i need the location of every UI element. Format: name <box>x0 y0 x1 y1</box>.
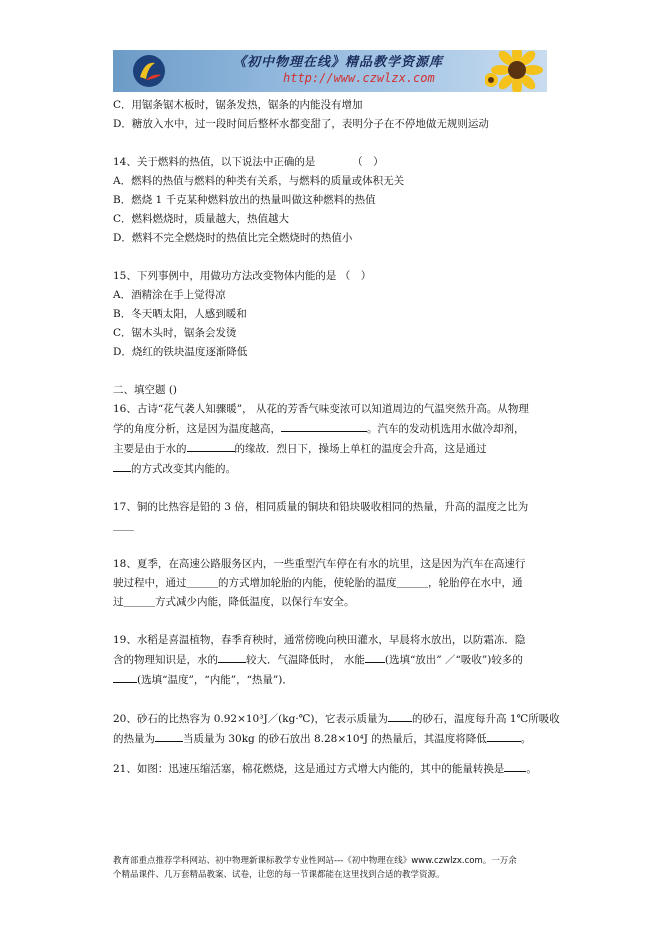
answer-blank <box>487 729 521 742</box>
answer-blank <box>113 670 137 683</box>
answer-blank <box>187 439 235 452</box>
page-footer <box>113 854 593 882</box>
document-body <box>113 96 583 779</box>
section-heading: 二、填空题 () <box>113 384 178 396</box>
banner-url: http://www.czwlzx.com <box>283 71 435 85</box>
q14-option-a: A．燃料的热值与燃料的种类有关系，与燃料的质量或体积无关 <box>113 175 405 187</box>
site-logo-icon <box>131 53 167 89</box>
q16-line-3: 主要是由于水的 的缘故．烈日下，操场上单杠的温度会升高，这是通过 <box>113 439 583 459</box>
q20-line-2: 的热量为 当质量为 30kg 的砂石放出 8.28×10⁴J 的热量后，其温度将降低 。 <box>113 729 583 749</box>
q16-line-2: 学的角度分析，这是因为温度越高， 。汽车的发动机选用水做冷却剂， <box>113 419 583 439</box>
q19-line-2: 含的物理知识是，水的 较大．气温降低时， 水能 (选填“放出” ／“吸收”)较多的 <box>113 650 583 670</box>
footer-line-2: 个精品课件、几万套精品教案、试卷，让您的每一节课都能在这里找到合适的教学资源。 <box>113 870 445 880</box>
sunflower-icon <box>485 50 545 92</box>
q14-option-c: C．燃料燃烧时，质量越大，热值越大 <box>113 213 290 225</box>
q18-line-2: 驶过程中，通过＿＿＿的方式增加轮胎的内能，使轮胎的温度＿＿＿，轮胎停在水中，通 <box>113 577 523 589</box>
answer-blank <box>365 650 385 663</box>
q15-option-d: D．烧红的铁块温度逐渐降低 <box>113 346 248 358</box>
q19-line-3: (选填“温度”，“内能”，“热量”)． <box>113 670 583 690</box>
q13-option-c: C．用锯条锯木板时，锯条发热，锯条的内能没有增加 <box>113 99 363 111</box>
answer-blank <box>281 419 367 432</box>
banner-title: 《初中物理在线》精品教学资源库 <box>233 55 444 70</box>
footer-line-1: 教育部重点推荐学科网站、初中物理新课标教学专业性网站---《初中物理在线》www.czwlzx.com。一万余 <box>113 856 517 866</box>
answer-blank <box>155 729 183 742</box>
answer-blank <box>504 759 526 772</box>
q17-line-2: ＿＿ <box>113 520 134 532</box>
q15-option-b: B．冬天晒太阳，人感到暖和 <box>113 308 247 320</box>
q16-line-1: 16、古诗“花气袭人知骤暖”， 从花的芳香气味变浓可以知道周边的气温突然升高。从物理 <box>113 403 529 415</box>
q21-line-1: 21、如图：迅速压缩活塞，棉花燃烧，这是通过方式增大内能的，其中的能量转换是 。 <box>113 759 583 779</box>
q17-line-1: 17、铜的比热容是铅的 3 倍，相同质量的铜块和铅块吸收相同的热量，升高的温度之比为 <box>113 501 529 513</box>
q18-line-3: 过＿＿＿方式减少内能，降低温度，以保行车安全。 <box>113 596 355 608</box>
q15-option-c: C．锯木头时，锯条会发烫 <box>113 327 237 339</box>
q19-line-1: 19、水稻是喜温植物，春季育秧时，通常傍晚向秧田灌水，早晨将水放出，以防霜冻．隐 <box>113 634 526 646</box>
q18-line-1: 18、夏季，在高速公路服务区内，一些重型汽车停在有水的坑里，这是因为汽车在高速行 <box>113 558 526 570</box>
answer-blank <box>113 459 131 472</box>
answer-blank <box>388 709 412 722</box>
q14-stem: 14、关于燃料的热值，以下说法中正确的是 （ ） <box>113 156 384 168</box>
answer-blank <box>218 650 246 663</box>
header-banner <box>113 50 547 92</box>
q15-stem: 15、下列事例中，用做功方法改变物体内能的是 （ ） <box>113 270 372 282</box>
q16-line-4: 的方式改变其内能的。 <box>113 459 583 479</box>
q20-line-1: 20、砂石的比热容为 0.92×10³J／(kg·℃)，它表示质量为 的砂石，温度每升高 1℃所吸收 <box>113 709 583 729</box>
q13-option-d: D．糖放入水中，过一段时间后整杯水都变甜了，表明分子在不停地做无规则运动 <box>113 118 489 130</box>
q14-option-d: D．燃料不完全燃烧时的热值比完全燃烧时的热值小 <box>113 232 353 244</box>
q15-option-a: A．酒精涂在手上觉得凉 <box>113 289 226 301</box>
q14-option-b: B．燃烧 1 千克某种燃料放出的热量叫做这种燃料的热值 <box>113 194 376 206</box>
